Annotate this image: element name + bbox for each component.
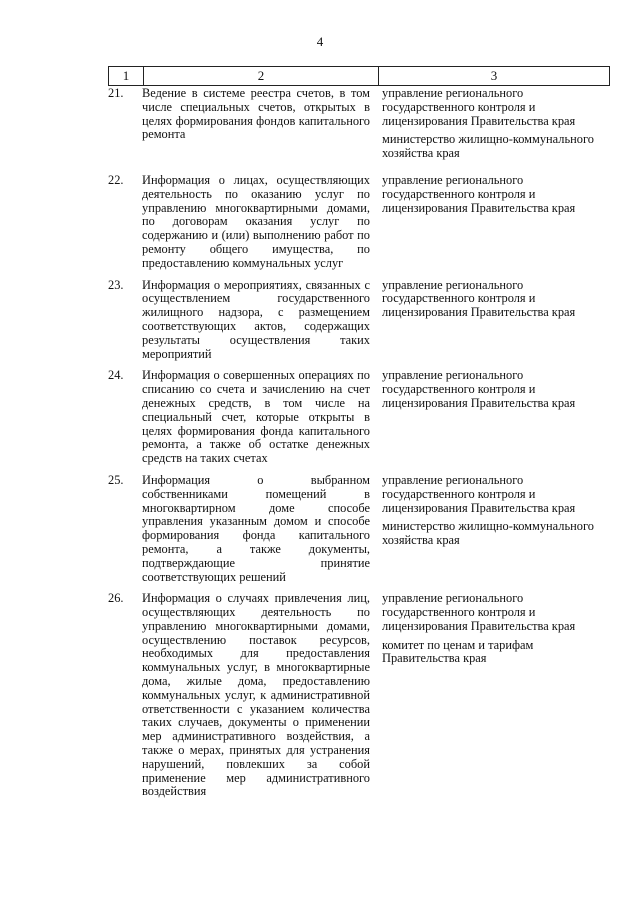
- column-header-table: [108, 66, 610, 86]
- table-body: [108, 87, 610, 807]
- table-row: [108, 279, 610, 362]
- table-row: [108, 87, 610, 166]
- row-description: Информация о мероприятиях, связанных с осуществлением государственного жилищного надзора, с размещением соответствующих актов, содержащих результаты осуществления таких мероприятий: [142, 277, 370, 361]
- column-header-1: 1: [109, 67, 144, 86]
- responsible-body: управление регионального государственного контроля и лицензирования Правительства края: [382, 368, 576, 410]
- row-responsible: [376, 592, 610, 799]
- page-number: 4: [316, 34, 324, 49]
- row-responsible: [376, 87, 610, 166]
- row-description: Информация о совершенных операциях по списанию со счета и зачислению на счет денежных средств, в том числе на специальный счет, которые открыты в целях формирования фонда капитального ремонта, а также об остатке денежных средств на таких счетах: [142, 368, 370, 466]
- table-row: [108, 592, 610, 799]
- row-number: 21.: [108, 86, 124, 100]
- table-row: [108, 369, 610, 466]
- responsible-body: министерство жилищно-коммунального хозяйства края: [382, 519, 594, 548]
- column-header-row: [109, 67, 610, 86]
- row-responsible: [376, 369, 610, 466]
- responsible-body: управление регионального государственного контроля и лицензирования Правительства края: [382, 277, 576, 320]
- responsible-body: управление регионального государственного контроля и лицензирования Правительства края: [382, 472, 576, 515]
- responsible-body: управление регионального государственного контроля и лицензирования Правительства края: [382, 172, 576, 215]
- row-number: 22.: [108, 172, 124, 187]
- row-description: Информация о выбранном собственниками помещений в многоквартирном доме способе управления указанным домом и способе формирования фонда капитального ремонта, а также документы, подтверждающие принятие соответствующих решений: [142, 472, 370, 584]
- row-number: 26.: [108, 591, 124, 606]
- table-row: [108, 474, 610, 584]
- column-header-3: 3: [379, 67, 610, 86]
- row-number: 24.: [108, 368, 124, 383]
- row-responsible: [376, 174, 610, 271]
- responsible-body: министерство жилищно-коммунального хозяйства края: [382, 132, 594, 161]
- responsible-body: комитет по ценам и тарифам Правительства края: [382, 637, 534, 666]
- responsible-body: управление регионального государственного контроля и лицензирования Правительства края: [382, 86, 576, 128]
- row-number: 23.: [108, 277, 124, 292]
- row-number: 25.: [108, 472, 124, 487]
- row-description: Информация о случаях привлечения лиц, осуществляющих деятельность по управлению многоквартирными домами, осуществлению поставок ресурсов, необходимых для предоставления коммунальных услуг, в многоквартирные дома, жилые дома, предоставлению коммунальных услуг, к административной ответственности с указанием количества таких случаев, документы о применении мер административного воздействия, а также о мерах, принятых для устранения нарушений, повлекших за собой применение мер административного воздействия: [142, 591, 370, 799]
- table-row: [108, 174, 610, 271]
- row-description: Ведение в системе реестра счетов, в том числе специальных счетов, открытых в целях формирования фондов капитального ремонта: [142, 86, 370, 142]
- column-header-2: 2: [144, 67, 379, 86]
- responsible-body: управление регионального государственного контроля и лицензирования Правительства края: [382, 591, 576, 633]
- row-description: Информация о лицах, осуществляющих деятельность по оказанию услуг по управлению многоквартирными домами, по договорам оказания услуг по содержанию и (или) выполнению работ по ремонту общего имущества, по предоставлению коммунальных услуг: [142, 172, 370, 270]
- row-responsible: [376, 474, 610, 584]
- row-responsible: [376, 279, 610, 362]
